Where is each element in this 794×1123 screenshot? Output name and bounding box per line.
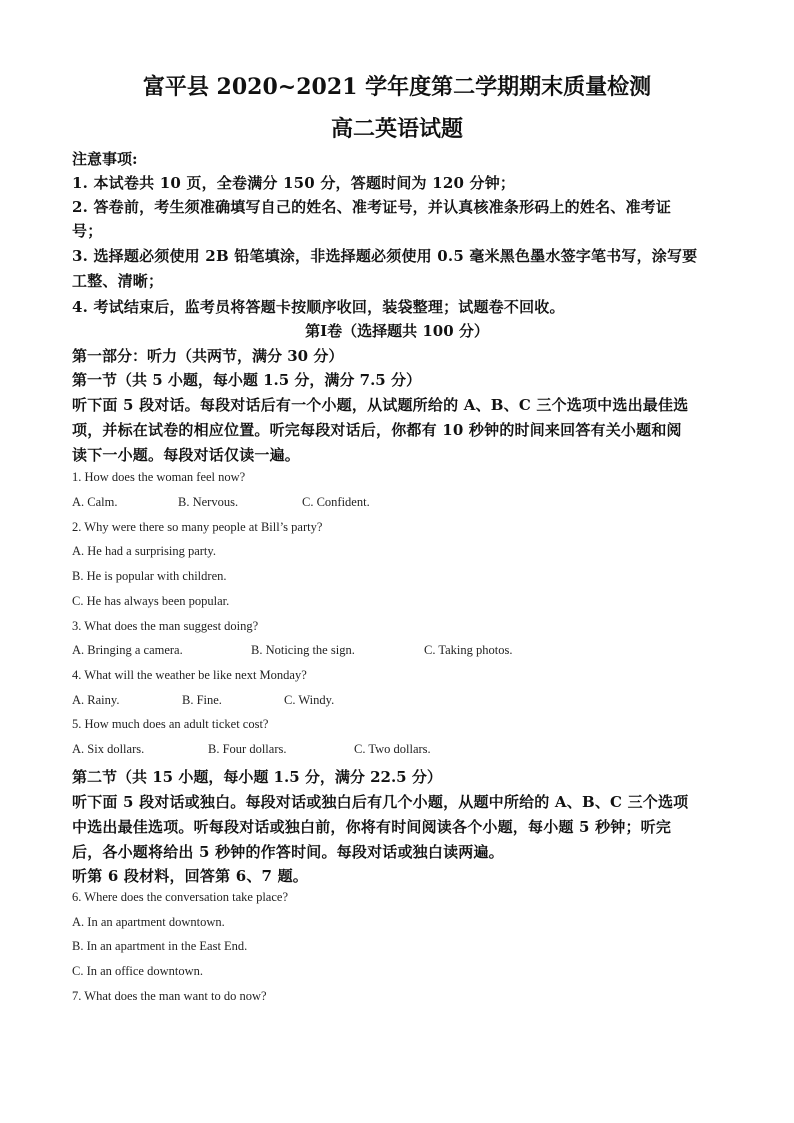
- volume-heading: 第Ⅰ卷（选择题共 100 分）: [305, 322, 489, 340]
- part1-heading: 第一部分：听力（共两节，满分 30 分）: [72, 347, 344, 365]
- question-stem: 7. What does the man want to do now?: [72, 989, 267, 1003]
- option-b: B. Fine.: [182, 693, 222, 707]
- option-a: A. Rainy.: [72, 693, 120, 707]
- option-c: C. Two dollars.: [354, 742, 431, 756]
- option-a: A. He had a surprising party.: [72, 544, 216, 558]
- question-stem: 2. Why were there so many people at Bill’s party?: [72, 520, 323, 534]
- question-stem: 5. How much does an adult ticket cost?: [72, 717, 269, 731]
- option-c: C. Taking photos.: [424, 643, 513, 657]
- section2-instructions-1: 听下面 5 段对话或独白。每段对话或独白后有几个小题，从题中所给的 A、B、C 三个选项: [72, 793, 689, 811]
- option-a: A. Six dollars.: [72, 742, 145, 756]
- option-a: A. In an apartment downtown.: [72, 915, 225, 929]
- section2-instructions-3: 后，各小题将给出 5 秒钟的作答时间。每段对话或独白读两遍。: [72, 843, 504, 861]
- option-c: C. Confident.: [302, 495, 370, 509]
- section2-heading: 第二节（共 15 小题，每小题 1.5 分，满分 22.5 分）: [72, 768, 442, 786]
- exam-title: 富平县 2020~2021 学年度第二学期期末质量检测: [142, 74, 652, 100]
- question-stem: 4. What will the weather be like next Monday?: [72, 668, 307, 682]
- option-b: B. Nervous.: [178, 495, 239, 509]
- section2-instructions-2: 中选出最佳选项。听每段对话或独白前，你将有时间阅读各个小题，每小题 5 秒钟；听完: [72, 818, 672, 836]
- option-b: B. In an apartment in the East End.: [72, 939, 248, 953]
- question-stem: 3. What does the man suggest doing?: [72, 619, 259, 633]
- option-c: C. He has always been popular.: [72, 594, 230, 608]
- option-b: B. Noticing the sign.: [251, 643, 355, 657]
- notice-heading: 注意事项:: [72, 150, 138, 168]
- section1-instructions-1: 听下面 5 段对话。每段对话后有一个小题，从试题所给的 A、B、C 三个选项中选出最佳选: [72, 396, 689, 414]
- option-c: C. In an office downtown.: [72, 964, 203, 978]
- notice-item-1: 1. 本试卷共 10 页，全卷满分 150 分，答题时间为 120 分钟；: [72, 174, 516, 192]
- option-a: A. Calm.: [72, 495, 118, 509]
- section1-heading: 第一节（共 5 小题，每小题 1.5 分，满分 7.5 分）: [72, 371, 421, 389]
- notice-item-3-cont: 工整、清晰；: [72, 272, 164, 290]
- notice-item-3: 3. 选择题必须使用 2B 铅笔填涂，非选择题必须使用 0.5 毫米黑色墨水签字笔书写，涂写要: [72, 247, 698, 265]
- section1-instructions-2: 项，并标在试卷的相应位置。听完每段对话后，你都有 10 秒钟的时间来回答有关小题和阅: [72, 421, 682, 439]
- option-b: B. He is popular with children.: [72, 569, 227, 583]
- exam-subtitle: 高二英语试题: [330, 116, 463, 142]
- material-6-heading: 听第 6 段材料，回答第 6、7 题。: [72, 867, 309, 885]
- option-a: A. Bringing a camera.: [72, 643, 183, 657]
- notice-item-2-cont: 号；: [72, 222, 103, 240]
- notice-item-4: 4. 考试结束后，监考员将答题卡按顺序收回，装袋整理；试题卷不回收。: [72, 298, 565, 316]
- notice-item-2: 2. 答卷前，考生须准确填写自己的姓名、准考证号，并认真核准条形码上的姓名、准考证: [72, 198, 672, 216]
- question-stem: 6. Where does the conversation take place?: [72, 890, 288, 904]
- option-c: C. Windy.: [284, 693, 335, 707]
- option-b: B. Four dollars.: [208, 742, 287, 756]
- question-stem: 1. How does the woman feel now?: [72, 470, 246, 484]
- section1-instructions-3: 读下一小题。每段对话仅读一遍。: [72, 446, 301, 464]
